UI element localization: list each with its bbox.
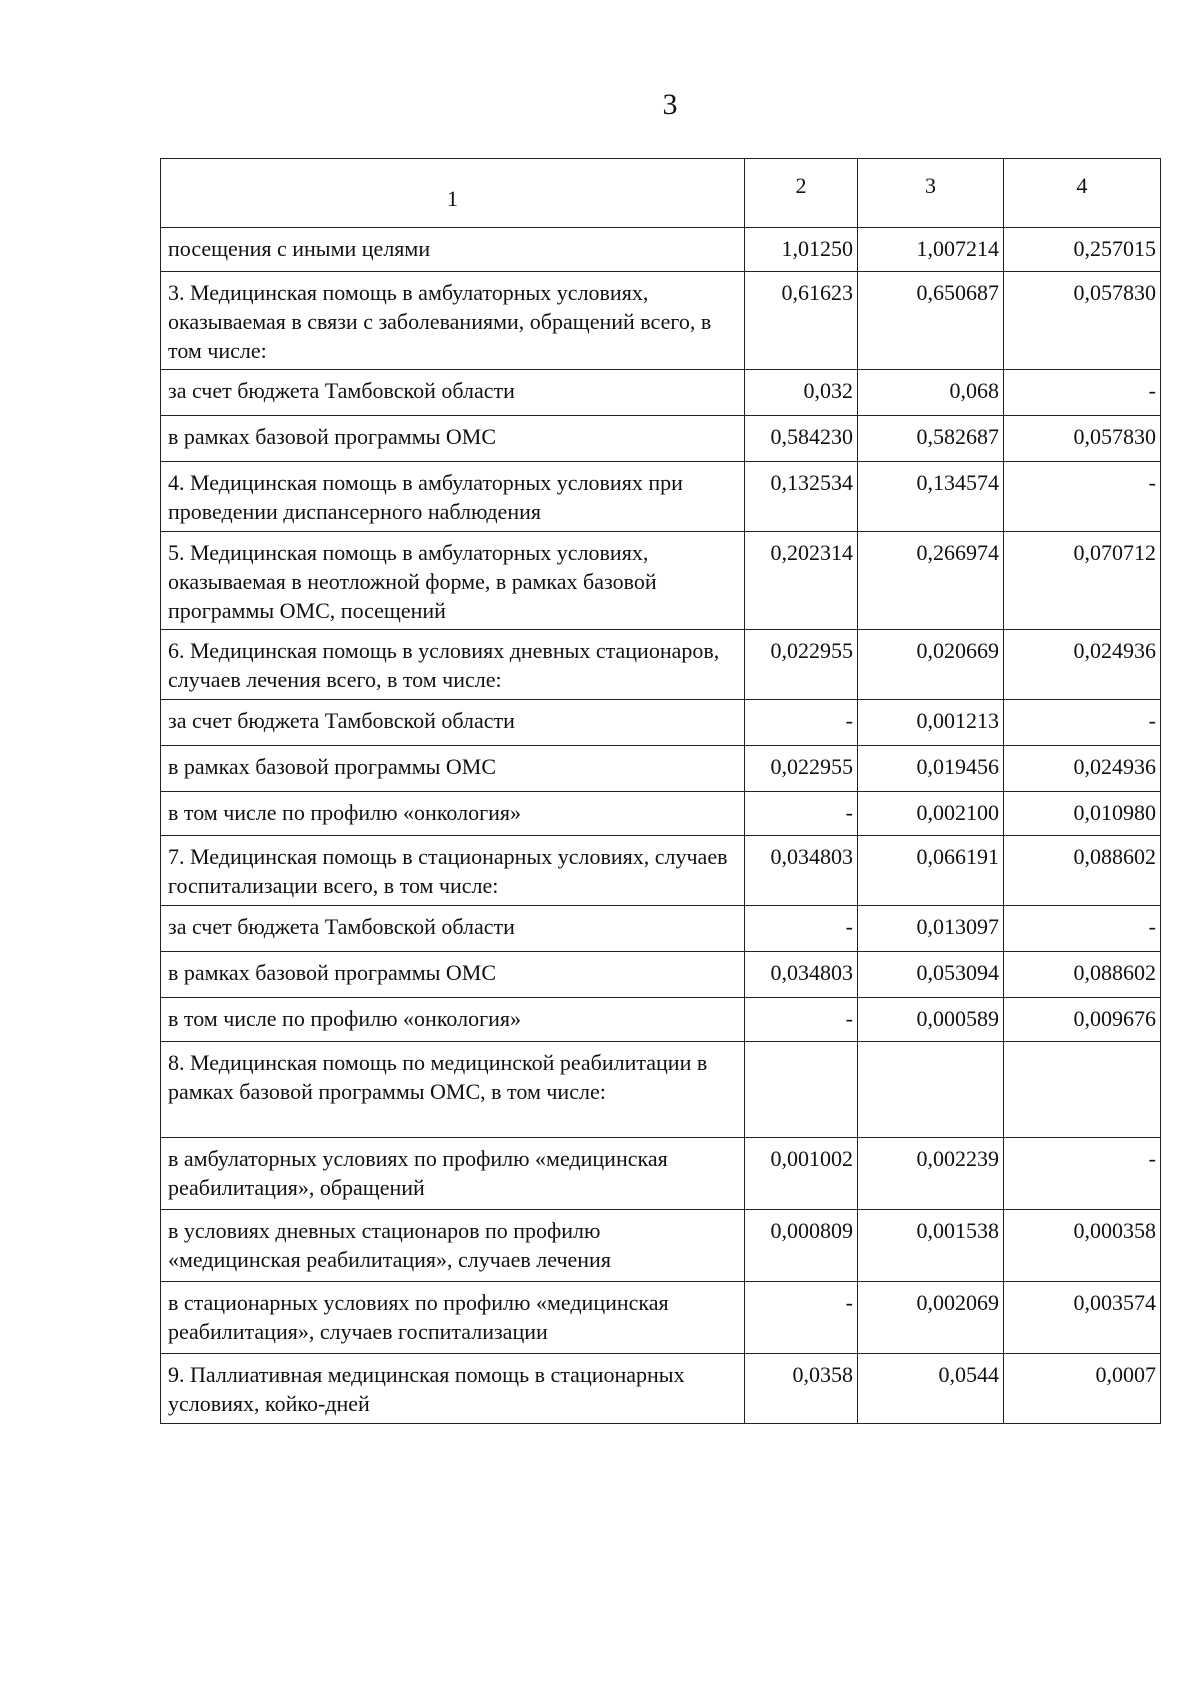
row-label: 5. Медицинская помощь в амбулаторных условиях, оказываемая в неотложной форме, в рамках базовой программы ОМС, посещений	[161, 532, 745, 630]
row-label: в том числе по профилю «онкология»	[161, 998, 745, 1042]
cell-col-4: -	[1004, 462, 1161, 532]
table-row	[161, 416, 1161, 462]
cell-col-3: 0,001538	[858, 1210, 1004, 1282]
cell-col-2: 0,022955	[745, 746, 858, 792]
table-row	[161, 952, 1161, 998]
cell-col-2: -	[745, 906, 858, 952]
row-label: посещения с иными целями	[161, 228, 745, 272]
data-table	[160, 158, 1161, 1424]
table-row	[161, 462, 1161, 532]
row-label: в рамках базовой программы ОМС	[161, 952, 745, 998]
page-number: 3	[662, 88, 678, 121]
cell-col-4: 0,024936	[1004, 746, 1161, 792]
cell-col-3: 0,0544	[858, 1354, 1004, 1424]
cell-col-2: 0,61623	[745, 272, 858, 370]
cell-col-2: 0,202314	[745, 532, 858, 630]
table-row	[161, 630, 1161, 700]
cell-col-4: 0,070712	[1004, 532, 1161, 630]
cell-col-2: 0,001002	[745, 1138, 858, 1210]
row-label: в условиях дневных стационаров по профилю «медицинская реабилитация», случаев лечения	[161, 1210, 745, 1282]
table-header-row	[161, 159, 1161, 228]
cell-col-4: -	[1004, 1138, 1161, 1210]
table-row	[161, 998, 1161, 1042]
cell-col-3: 0,266974	[858, 532, 1004, 630]
table-row	[161, 906, 1161, 952]
cell-col-3: 0,053094	[858, 952, 1004, 998]
cell-col-2: -	[745, 792, 858, 836]
table-row	[161, 1138, 1161, 1210]
column-header-2: 2	[745, 159, 858, 228]
cell-col-2: 0,584230	[745, 416, 858, 462]
row-label: в рамках базовой программы ОМС	[161, 746, 745, 792]
cell-col-4: 0,009676	[1004, 998, 1161, 1042]
column-header-1: 1	[161, 159, 745, 228]
cell-col-2: 0,022955	[745, 630, 858, 700]
cell-col-3: 1,007214	[858, 228, 1004, 272]
cell-col-4: 0,010980	[1004, 792, 1161, 836]
cell-col-3: 0,002069	[858, 1282, 1004, 1354]
row-label: за счет бюджета Тамбовской области	[161, 700, 745, 746]
cell-col-2: 1,01250	[745, 228, 858, 272]
cell-col-3	[858, 1042, 1004, 1138]
cell-col-3: 0,066191	[858, 836, 1004, 906]
row-label: в рамках базовой программы ОМС	[161, 416, 745, 462]
table-row	[161, 700, 1161, 746]
cell-col-4	[1004, 1042, 1161, 1138]
cell-col-4: -	[1004, 906, 1161, 952]
cell-col-4: 0,257015	[1004, 228, 1161, 272]
cell-col-3: 0,001213	[858, 700, 1004, 746]
cell-col-3: 0,019456	[858, 746, 1004, 792]
row-label: 4. Медицинская помощь в амбулаторных условиях при проведении диспансерного наблюдения	[161, 462, 745, 532]
cell-col-2	[745, 1042, 858, 1138]
cell-col-4: 0,088602	[1004, 836, 1161, 906]
cell-col-4: 0,0007	[1004, 1354, 1161, 1424]
cell-col-4: 0,024936	[1004, 630, 1161, 700]
row-label: 8. Медицинская помощь по медицинской реабилитации в рамках базовой программы ОМС, в том числе:	[161, 1042, 745, 1138]
cell-col-4: 0,057830	[1004, 416, 1161, 462]
cell-col-3: 0,000589	[858, 998, 1004, 1042]
row-label: за счет бюджета Тамбовской области	[161, 370, 745, 416]
cell-col-2: -	[745, 1282, 858, 1354]
column-header-3: 3	[858, 159, 1004, 228]
row-label: в амбулаторных условиях по профилю «медицинская реабилитация», обращений	[161, 1138, 745, 1210]
row-label: за счет бюджета Тамбовской области	[161, 906, 745, 952]
row-label: в том числе по профилю «онкология»	[161, 792, 745, 836]
cell-col-2: 0,000809	[745, 1210, 858, 1282]
cell-col-3: 0,002239	[858, 1138, 1004, 1210]
cell-col-3: 0,582687	[858, 416, 1004, 462]
table-row	[161, 228, 1161, 272]
table-row	[161, 1210, 1161, 1282]
table-row	[161, 1354, 1161, 1424]
row-label: 7. Медицинская помощь в стационарных условиях, случаев госпитализации всего, в том числе:	[161, 836, 745, 906]
cell-col-4: 0,003574	[1004, 1282, 1161, 1354]
cell-col-2: 0,032	[745, 370, 858, 416]
cell-col-4: 0,000358	[1004, 1210, 1161, 1282]
table-row	[161, 272, 1161, 370]
cell-col-4: 0,088602	[1004, 952, 1161, 998]
row-label: 9. Паллиативная медицинская помощь в стационарных условиях, койко-дней	[161, 1354, 745, 1424]
table-row	[161, 532, 1161, 630]
cell-col-3: 0,013097	[858, 906, 1004, 952]
table-row	[161, 370, 1161, 416]
cell-col-2: 0,034803	[745, 952, 858, 998]
row-label: 3. Медицинская помощь в амбулаторных условиях, оказываемая в связи с заболеваниями, обращений всего, в том числе:	[161, 272, 745, 370]
table-row	[161, 746, 1161, 792]
cell-col-3: 0,068	[858, 370, 1004, 416]
cell-col-2: 0,034803	[745, 836, 858, 906]
cell-col-3: 0,002100	[858, 792, 1004, 836]
cell-col-3: 0,134574	[858, 462, 1004, 532]
row-label: в стационарных условиях по профилю «медицинская реабилитация», случаев госпитализации	[161, 1282, 745, 1354]
row-label: 6. Медицинская помощь в условиях дневных стационаров, случаев лечения всего, в том числе:	[161, 630, 745, 700]
cell-col-3: 0,650687	[858, 272, 1004, 370]
column-header-4: 4	[1004, 159, 1161, 228]
cell-col-4: 0,057830	[1004, 272, 1161, 370]
table-row	[161, 1282, 1161, 1354]
table-row	[161, 792, 1161, 836]
cell-col-4: -	[1004, 370, 1161, 416]
cell-col-4: -	[1004, 700, 1161, 746]
cell-col-2: 0,0358	[745, 1354, 858, 1424]
cell-col-3: 0,020669	[858, 630, 1004, 700]
cell-col-2: 0,132534	[745, 462, 858, 532]
cell-col-2: -	[745, 998, 858, 1042]
table-row	[161, 1042, 1161, 1138]
table-row	[161, 836, 1161, 906]
cell-col-2: -	[745, 700, 858, 746]
